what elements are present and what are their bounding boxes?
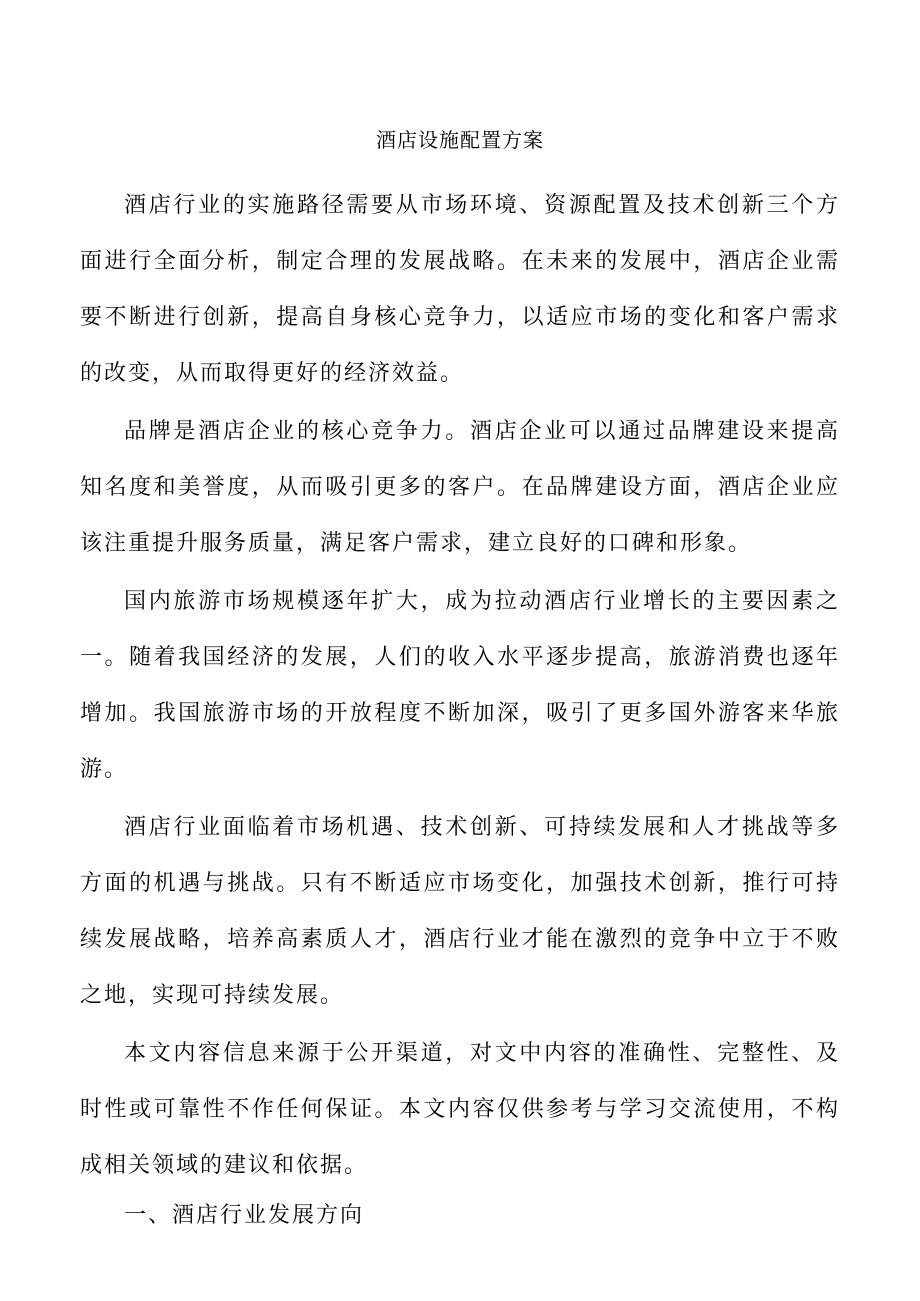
paragraph-opportunities-challenges: 酒店行业面临着市场机遇、技术创新、可持续发展和人才挑战等多方面的机遇与挑战。只有不断适应市场变化，加强技术创新，推行可持续发展战略，培养高素质人才，酒店行业才能在激烈的竞争中立于不败之地，实现可持续发展。	[80, 815, 840, 1008]
paragraph-domestic-tourism: 国内旅游市场规模逐年扩大，成为拉动酒店行业增长的主要因素之一。随着我国经济的发展，人们的收入水平逐步提高，旅游消费也逐年增加。我国旅游市场的开放程度不断加深，吸引了更多国外游客来华旅游。	[80, 589, 840, 782]
section-heading-development-direction: 一、酒店行业发展方向	[124, 1203, 365, 1228]
document-title: 酒店设施配置方案	[376, 128, 544, 152]
paragraph-implementation-path: 酒店行业的实施路径需要从市场环境、资源配置及技术创新三个方面进行全面分析，制定合理的发展战略。在未来的发展中，酒店企业需要不断进行创新，提高自身核心竞争力，以适应市场的变化和客户需求的改变，从而取得更好的经济效益。	[80, 193, 840, 386]
paragraph-disclaimer: 本文内容信息来源于公开渠道，对文中内容的准确性、完整性、及时性或可靠性不作任何保证。本文内容仅供参考与学习交流使用，不构成相关领域的建议和依据。	[80, 1041, 840, 1178]
paragraph-brand: 品牌是酒店企业的核心竞争力。酒店企业可以通过品牌建设来提高知名度和美誉度，从而吸引更多的客户。在品牌建设方面，酒店企业应该注重提升服务质量，满足客户需求，建立良好的口碑和形象。	[80, 419, 840, 556]
